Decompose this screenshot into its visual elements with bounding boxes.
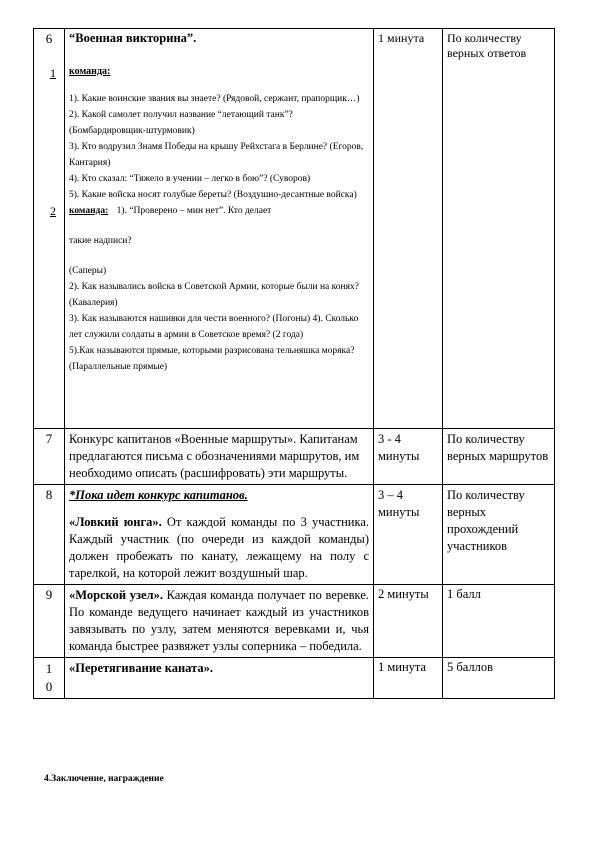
- time-cell: 2 минуты: [374, 585, 443, 658]
- team2-question: 2). Как назывались войска в Советской Армии, которые были на конях? (Кавалерия): [69, 282, 359, 308]
- score-cell: 1 балл: [443, 585, 555, 658]
- task-cell: Конкурс капитанов «Военные маршруты». Капитанам предлагаются письма с обозначениями маршрутов, им необходимо описать (расшифровать) эти маршруты.: [65, 429, 374, 485]
- row-number: 6: [34, 29, 65, 429]
- quiz-cell: [50, 29, 374, 429]
- row-number: 9: [34, 585, 65, 658]
- time-cell: 3 - 4 минуты: [374, 429, 443, 485]
- table-row: [34, 429, 555, 485]
- team2-question-cont: такие надписи?: [69, 236, 132, 246]
- time-cell: 1 минута: [374, 658, 443, 699]
- team2-question: 5).Как называются прямые, которыми разрисована тельняшка моряка? (Параллельные прямые): [69, 346, 355, 372]
- task-cell: «Морской узел». Каждая команда получает по веревке. По команде ведущего начинает каждый из участников завязывать по узлу, затем меняются веревками и, чья команда быстрее развяжет узлы соперника – победила.: [65, 585, 374, 658]
- team1-question: 2). Какой самолет получил название “летающий танк”? (Бомбардировщик-штурмовик): [69, 110, 293, 136]
- team2-answer: (Саперы): [69, 266, 107, 276]
- team2-question: 3). Как называются нашивки для чести военного? (Погоны) 4). Сколько лет служили солдаты в армии в Советское время? (2 года): [69, 314, 359, 340]
- table-row: [34, 585, 555, 658]
- row-number: 7: [34, 429, 65, 485]
- row-number: 8: [34, 485, 65, 585]
- task-cell: *Пока идет конкурс капитанов. «Ловкий юнга». От каждой команды по 3 участника. Каждый участник (по очереди из каждой команды) должен пробежать по канату, лежащему на полу с тарелкой, на которой лежит воздушный шар.: [65, 485, 374, 585]
- task-cell: «Перетягивание каната».: [65, 658, 374, 699]
- score-cell: По количеству верных маршрутов: [443, 429, 555, 485]
- team2-heading: 2 команда: 1). “Проверено – мин нет”. Кто делает: [50, 204, 272, 218]
- score-cell: По количеству верных ответов: [443, 29, 555, 429]
- time-cell: 3 – 4 минуты: [374, 485, 443, 585]
- team1-question: 4). Кто сказал: “Тяжело в учении – легко в бою”? (Суворов): [69, 174, 311, 184]
- table-row: [34, 658, 555, 699]
- team1-question: 1). Какие воинские звания вы знаете? (Рядовой, сержант, прапорщик…): [69, 94, 360, 104]
- score-cell: По количеству верных прохождений участников: [443, 485, 555, 585]
- team1-question: 3). Кто водрузил Знамя Победы на крышу Рейхстага в Берлине? (Егоров, Кантария): [69, 142, 364, 168]
- row-note: *Пока идет конкурс капитанов.: [69, 488, 248, 502]
- team1-question: 5). Какие войска носят голубые береты? (Воздушно-десантные войска): [69, 190, 357, 200]
- time-cell: 1 минута: [374, 29, 443, 429]
- score-cell: 5 баллов: [443, 658, 555, 699]
- table-row: [34, 29, 555, 429]
- row-title: “Военная викторина”.: [69, 31, 197, 45]
- program-table: [33, 28, 555, 699]
- table-row: [34, 485, 555, 585]
- team1-heading: 1 команда:: [50, 66, 111, 80]
- row-number: 1 0: [34, 658, 65, 699]
- section-footer: 4.Заключение, награждение: [44, 774, 164, 784]
